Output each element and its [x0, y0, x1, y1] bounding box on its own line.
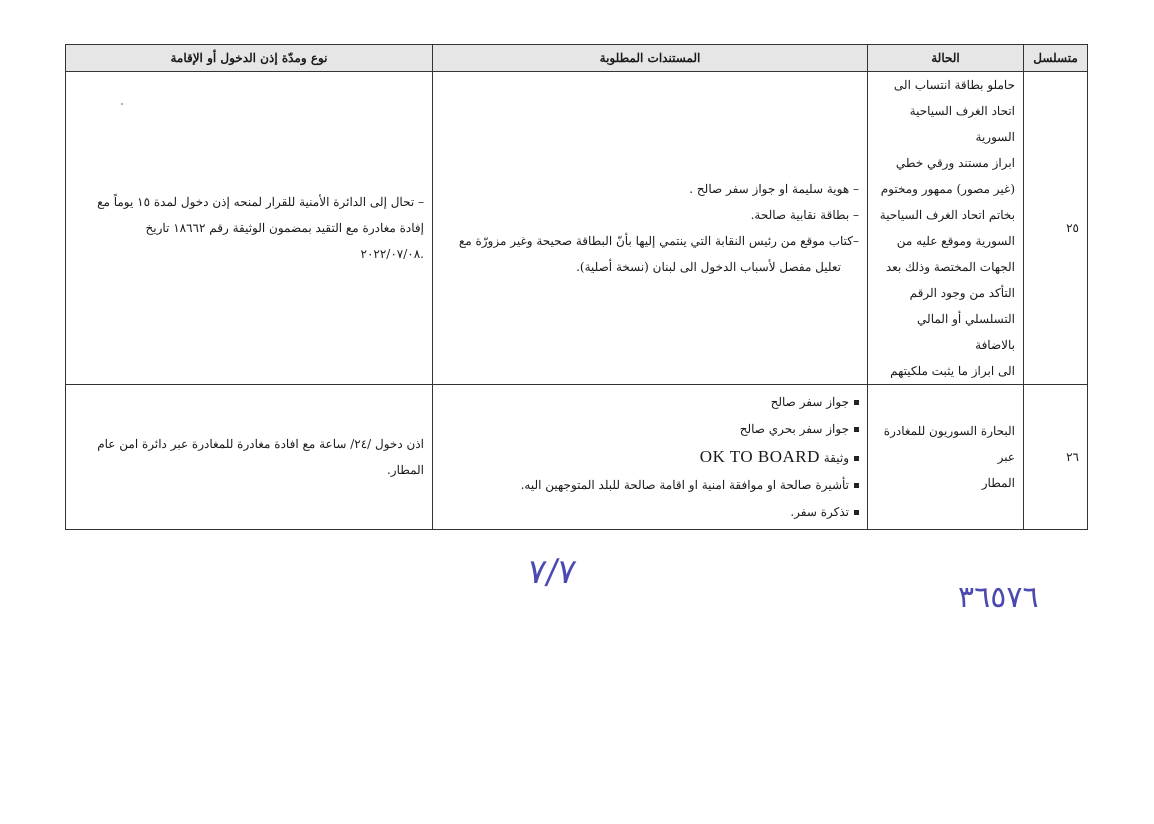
document-line: – هوية سليمة او جواز سفر صالح . — [689, 182, 859, 196]
entry-line: – تحال إلى الدائرة الأمنية للقرار لمنحه إذن دخول لمدة ١٥ يوماً مع — [97, 195, 424, 209]
list-item — [441, 472, 859, 499]
case-line: المطار — [981, 476, 1015, 490]
handwritten-reference-number: ٣٦٥٧٦ — [958, 580, 1039, 615]
header-entry-type: نوع ومدّة إذن الدخول أو الإقامة — [66, 45, 433, 72]
header-documents: المستندات المطلوبة — [433, 45, 868, 72]
document-item-text: تأشيرة صالحة او موافقة امنية او اقامة صالحة للبلد المتوجهين اليه. — [520, 477, 849, 492]
document-line: – بطاقة نقابية صالحة. — [750, 208, 859, 222]
bullet-square-icon — [854, 400, 859, 405]
row-case — [868, 385, 1024, 530]
row-case — [868, 72, 1024, 385]
row-documents — [433, 72, 868, 385]
case-line: التسلسلي أو المالي بالاضافة — [917, 312, 1015, 352]
row-documents — [433, 385, 868, 530]
bullet-square-icon — [854, 427, 859, 432]
bullet-square-icon — [854, 456, 859, 461]
handwritten-page-number: ٧/٧ — [525, 552, 579, 592]
case-line: السورية وموقع عليه من — [896, 234, 1015, 248]
case-line: الجهات المختصة وذلك بعد — [885, 260, 1015, 274]
document-list — [441, 389, 859, 526]
case-line: اتحاد الغرف السياحية السورية — [909, 104, 1015, 144]
ok-to-board-label: OK TO BOARD — [699, 446, 820, 466]
entry-line: المطار. — [386, 463, 424, 477]
case-line: حاملو بطاقة انتساب الى — [893, 78, 1015, 92]
case-line: التأكد من وجود الرقم — [909, 286, 1015, 300]
case-line: (غير مصور) ممهور ومختوم — [880, 182, 1015, 196]
document-line: –كتاب موقع من رئيس النقابة التي ينتمي إليها بأنّ البطاقة صحيحة وغير مزورّة مع — [458, 234, 859, 248]
document-line: تعليل مفصل لأسباب الدخول الى لبنان (نسخة أصلية). — [576, 260, 841, 274]
row-entry-type — [66, 72, 433, 385]
list-item — [441, 389, 859, 416]
document-item-prefix: وثيقة — [823, 450, 849, 465]
list-item — [441, 416, 859, 443]
entry-line: اذن دخول /٢٤/ ساعة مع افادة مغادرة للمغادرة عبر دائرة امن عام — [97, 437, 424, 451]
table-row — [66, 72, 1088, 385]
requirements-table — [65, 44, 1088, 530]
case-line: الى ابراز ما يثبت ملكيتهم — [890, 364, 1015, 378]
table-row — [66, 385, 1088, 530]
case-line: البحارة السوريون للمغادرة عبر — [883, 424, 1015, 464]
table-header-row — [66, 45, 1088, 72]
row-serial: ٢٥ — [1024, 72, 1088, 385]
entry-line: إفادة مغادرة مع التقيد بمضمون الوثيقة رقم ١٨٦٦٢ تاريخ — [145, 221, 424, 235]
list-item — [441, 499, 859, 526]
header-case: الحالة — [868, 45, 1024, 72]
bullet-square-icon — [854, 483, 859, 488]
bullet-square-icon — [854, 510, 859, 515]
case-line: بخاتم اتحاد الغرف السياحية — [879, 208, 1015, 222]
document-item-text: جواز سفر صالح — [770, 394, 849, 409]
case-line: ابراز مستند ورقي خطي — [895, 156, 1015, 170]
document-item-text: تذكرة سفر. — [790, 504, 849, 519]
header-serial: متسلسل — [1024, 45, 1088, 72]
document-item-text: جواز سفر بحري صالح — [739, 421, 849, 436]
row-entry-type — [66, 385, 433, 530]
entry-line: .٢٠٢٢/٠٧/٠٨ — [360, 247, 424, 261]
row-serial: ٢٦ — [1024, 385, 1088, 530]
list-item — [441, 443, 859, 472]
